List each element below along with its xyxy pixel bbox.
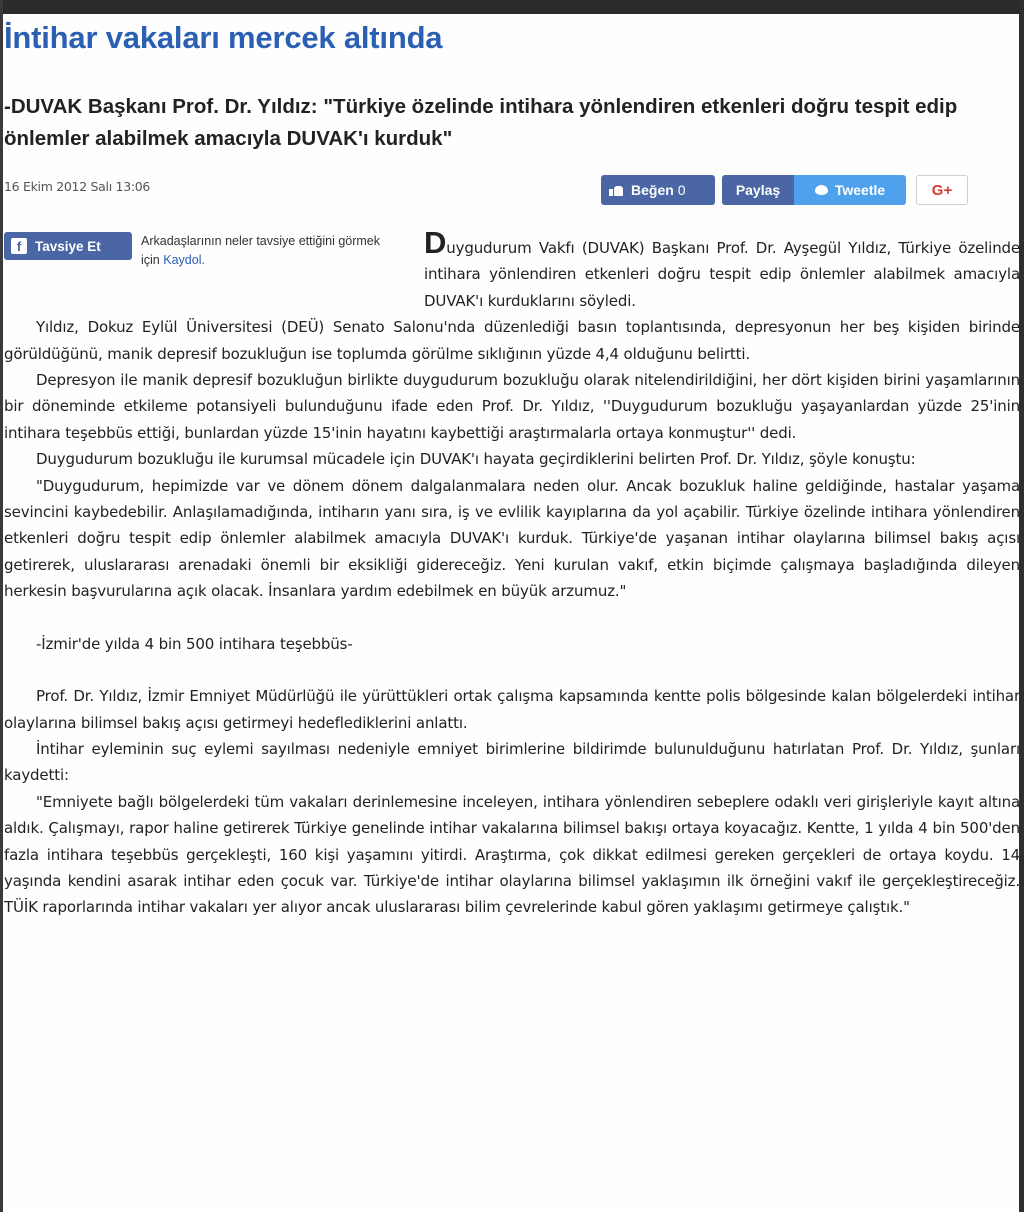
paragraph-3: Depresyon ile manik depresif bozukluğun birlikte duygudurum bozukluğu olarak nitelendirildiğini, her dört kişiden birini yaşamlarının bir döneminde etkileme potansiyeli bulunduğunu ifade eden Prof. Dr. Yıldız, ''Duygudurum bozukluğu yaşayanlardan yüzde 25'inin intihara teşebbüs ettiği, bunlardan yüzde 15'inin hayatını kaybettiği araştırmalarla ortaya konmuştur'' dedi. — [4, 371, 1020, 442]
drop-cap: D — [424, 225, 447, 260]
article-title: İntihar vakaları mercek altında — [4, 20, 443, 55]
publish-date: 16 Ekim 2012 Salı 13:06 — [4, 179, 151, 194]
quote-paragraph-2: "Emniyete bağlı bölgelerdeki tüm vakaları derinlemesine inceleyen, intihara yönlendiren sebeplere odaklı veri girişleriyle kayıt altına aldık. Çalışmayı, rapor haline getirerek Türkiye genelinde intihar vakalarına bilimsel bakışı ortaya koyacağız. Kentte, 1 yılda 4 bin 500'den fazla intihara teşebbüs gerçekleşti, 160 kişi yaşamını yitirdi. Araştırma, çok dikkat edilmesi gereken gerçekleri de ortaya koydu. 14 yaşında kendini asarak intihar eden çocuk var. Türkiye'de intihar olaylarına bilimsel yaklaşımın ilk örneğini vakıf ile gerçekleştireceğiz. TÜİK raporlarında intihar vakaları yer alıyor ancak uluslararası bilim çevrelerinde kabul gören yaklaşımı getirmeye çalıştık." — [4, 792, 1020, 917]
tweet-button[interactable] — [794, 175, 906, 205]
paragraph-2: Yıldız, Dokuz Eylül Üniversitesi (DEÜ) Senato Salonu'nda düzenlediği basın toplantısında, depresyonun her beş kişiden birinde görüldüğünü, manik depresif bozukluğun ise toplumda görülme sıklığının yüzde 4,4 olduğunu belirtti. — [4, 318, 1020, 363]
facebook-icon: f — [11, 238, 27, 254]
like-label: Beğen — [631, 182, 674, 198]
paragraph-6: Prof. Dr. Yıldız, İzmir Emniyet Müdürlüğü ile yürüttükleri ortak çalışma kapsamında kentte polis bölgesinde kalan bölgelerdeki intihar olaylarına bilimsel bakış açısı getirmeyi hedeflediklerini anlattı. — [4, 687, 1020, 732]
recommend-text: Arkadaşlarının neler tavsiye ettiğini görmek için — [141, 234, 381, 267]
left-frame-edge — [0, 0, 3, 1212]
google-plus-button[interactable]: G+ — [916, 175, 968, 205]
facebook-share-button[interactable]: Paylaş — [722, 175, 794, 205]
article-body — [4, 225, 1020, 921]
paragraph-7: İntihar eyleminin suç eylemi sayılması nedeniyle emniyet birimlerine bildirimde bulunulduğunu hatırlatan Prof. Dr. Yıldız, şunları kaydetti: — [4, 739, 1020, 785]
spacer — [4, 605, 1020, 631]
section-subhead: -İzmir'de yılda 4 bin 500 intihara teşebbüs- — [36, 634, 353, 653]
thumbs-up-icon — [609, 184, 623, 196]
recommend-label: Tavsiye Et — [35, 238, 101, 254]
tweet-label: Tweetle — [834, 182, 886, 198]
like-count: 0 — [677, 182, 686, 198]
facebook-like-button[interactable] — [601, 175, 715, 205]
lead-text: uygudurum Vakfı (DUVAK) Başkanı Prof. Dr. Ayşegül Yıldız, Türkiye özelinde intihara yönlendiren etkenleri doğru tespit edip önlemler alabilmek amacıyla DUVAK'ı kurduklarını söyledi. — [424, 239, 1020, 310]
recommend-prompt — [141, 232, 391, 270]
paragraph-4: Duygudurum bozukluğu ile kurumsal mücadele için DUVAK'ı hayata geçirdiklerini belirten Prof. Dr. Yıldız, şöyle konuştu: — [36, 450, 916, 469]
signup-link[interactable]: Kaydol. — [163, 253, 205, 267]
top-frame-strip — [0, 0, 1024, 14]
twitter-bird-icon — [815, 185, 828, 195]
facebook-recommend-button[interactable] — [4, 232, 132, 260]
spacer — [4, 657, 1020, 683]
quote-paragraph-1: "Duygudurum, hepimizde var ve dönem dönem dalgalanmalara neden olur. Ancak bozukluk haline geldiğinde, hastalar yaşama sevincini kaybedebilir. Anlaşılamadığında, intiharın yanı sıra, iş ve evlilik kayıplarına da yol açabilir. Türkiye özelinde intihara yönlendiren etkenleri doğru tespit edip önlemler alabilmek amacıyla DUVAK'ı kurduk. Türkiye'de yaşanan intihar olaylarına bilimsel bakış açısı getirerek, uluslararası arenadaki önemli bir eksikliği gidereceğiz. Yeni kurulan vakıf, etkin biçimde çalışmaya başladığında dileyen herkesin başvurularına açık olacak. İnsanlara yardım edebilmek en büyük arzumuz." — [4, 476, 1020, 601]
article-subtitle: -DUVAK Başkanı Prof. Dr. Yıldız: "Türkiye özelinde intihara yönlendiren etkenleri doğru tespit edip önlemler alabilmek amacıyla DUVAK'ı kurduk" — [4, 95, 958, 150]
